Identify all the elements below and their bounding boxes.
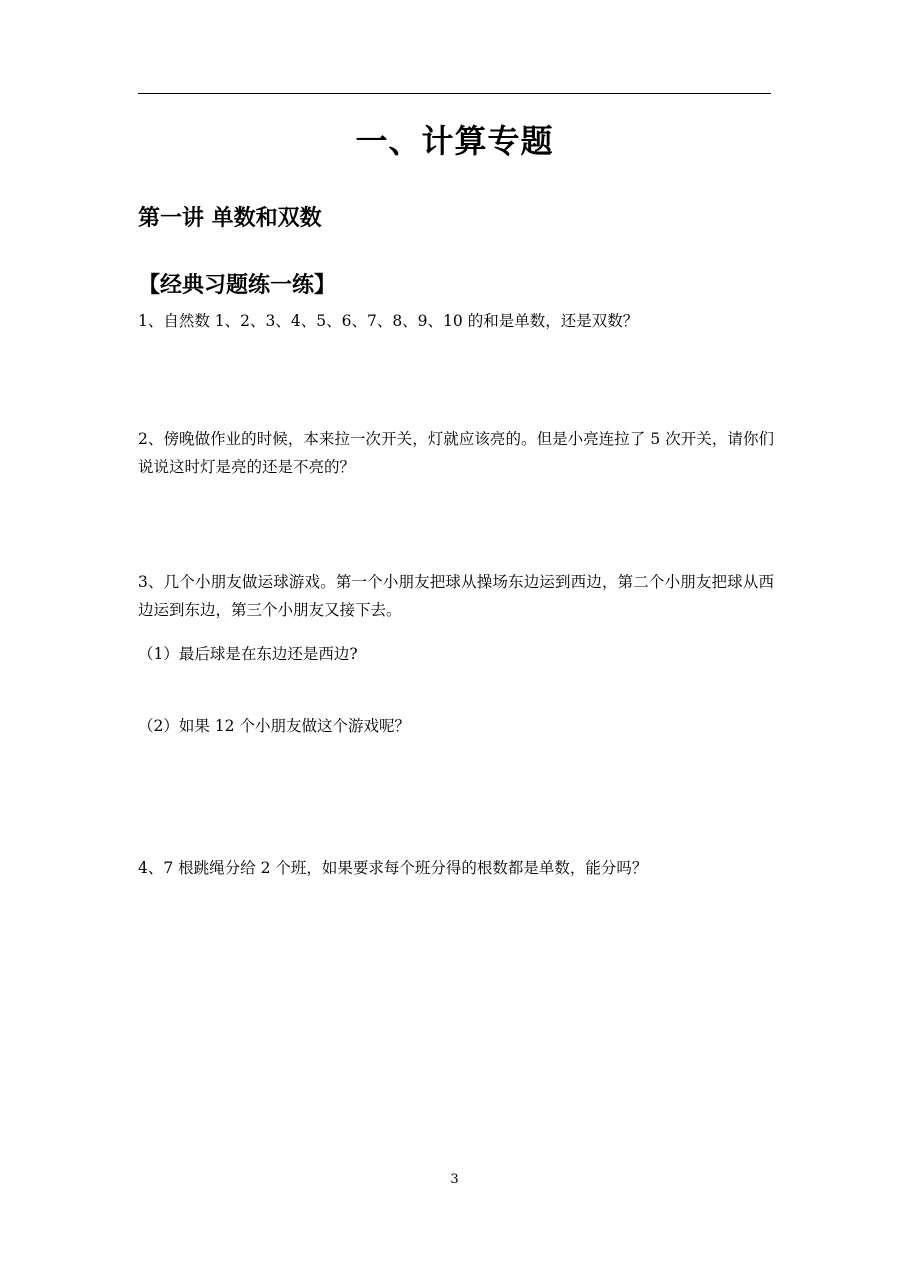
page-number: 3 (450, 1172, 459, 1187)
question-3-part-1: （1）最后球是在东边还是西边? (138, 645, 358, 663)
question-3-part-2: （2）如果 12 个小朋友做这个游戏呢？ (138, 717, 410, 735)
question-1: 1、自然数 1、2、3、4、5、6、7、8、9、10 的和是单数，还是双数？ (138, 312, 639, 330)
section-title: 【经典习题练一练】 (138, 273, 337, 298)
question-4: 4、7 根跳绳分给 2 个班，如果要求每个班分得的根数都是单数，能分吗？ (138, 859, 648, 877)
lecture-title: 第一讲 单数和双数 (138, 206, 322, 231)
header-rule (138, 93, 771, 94)
chapter-title: 一、计算专题 (355, 122, 554, 160)
question-3: 3、几个小朋友做运球游戏。第一个小朋友把球从操场东边运到西边，第二个小朋友把球从西边运到东边，第三个小朋友又接下去。 (138, 573, 774, 619)
question-2: 2、傍晚做作业的时候，本来拉一次开关，灯就应该亮的。但是小亮连拉了 5 次开关，请你们说说这时灯是亮的还是不亮的？ (138, 430, 774, 476)
